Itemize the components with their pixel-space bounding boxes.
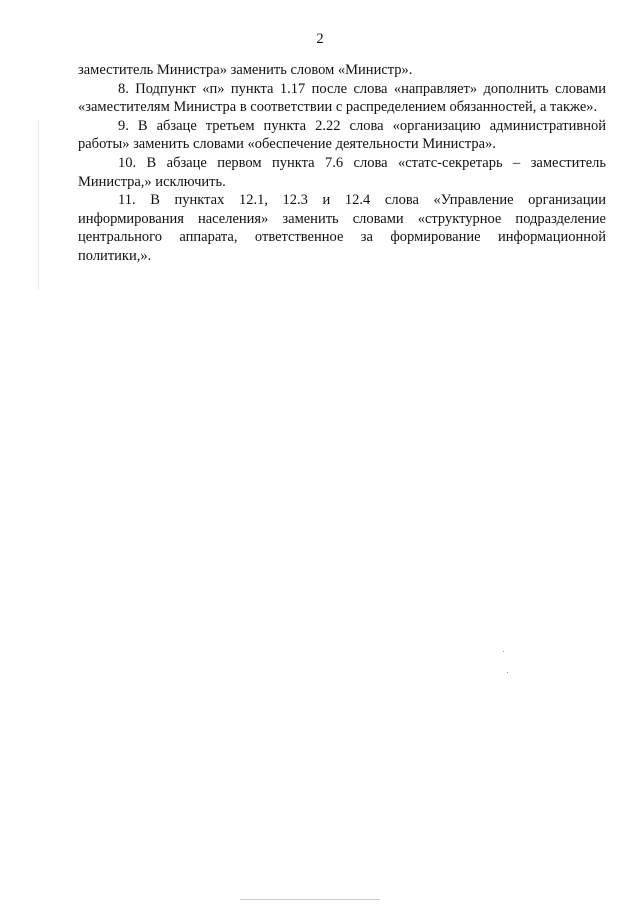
paragraph-item-8: 8. Подпункт «п» пункта 1.17 после слова «направляет» дополнить словами «заместителям Министра в соответствии с распределением обязанностей, а также». [78, 80, 606, 116]
paragraph-continuation: заместитель Министра» заменить словом «Министр». [78, 62, 413, 78]
scan-speck [503, 651, 504, 652]
paragraph-item-9: 9. В абзаце третьем пункта 2.22 слова «организацию административной работы» заменить словами «обеспечение деятельности Министра». [78, 117, 606, 153]
paragraph-item-10: 10. В абзаце первом пункта 7.6 слова «статс-секретарь – заместитель Министра,» исключить. [78, 154, 606, 190]
document-body [78, 61, 606, 266]
scan-margin-artifact [38, 120, 39, 290]
scan-speck [507, 672, 508, 673]
paragraph-item-11: 11. В пунктах 12.1, 12.3 и 12.4 слова «Управление организации информирования населения» заменить словами «структурное подразделение центрального аппарата, ответственное за формирование информационной политики,». [78, 192, 606, 264]
page-number: 2 [316, 31, 324, 47]
scan-bottom-edge [240, 899, 380, 900]
